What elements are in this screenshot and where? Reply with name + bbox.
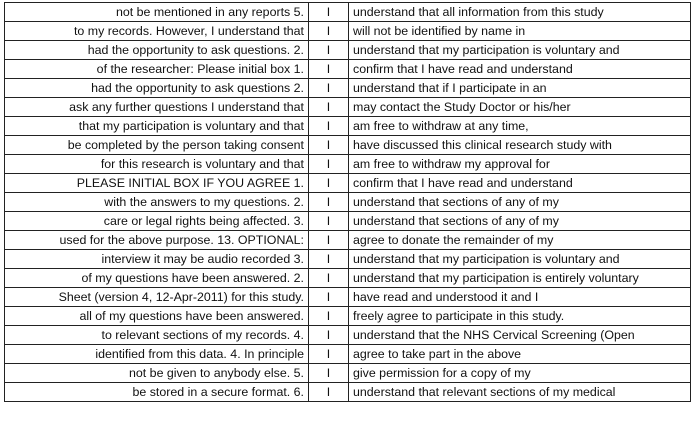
right-cell: agree to donate the remainder of my: [349, 231, 691, 250]
left-cell: identified from this data. 4. In principle: [5, 345, 309, 364]
right-cell: will not be identified by name in: [349, 22, 691, 41]
left-cell: with the answers to my questions. 2.: [5, 193, 309, 212]
left-cell: interview it may be audio recorded 3.: [5, 250, 309, 269]
table-row: [5, 288, 691, 307]
right-cell: am free to withdraw at any time,: [349, 117, 691, 136]
left-cell: Sheet (version 4, 12-Apr-2011) for this study.: [5, 288, 309, 307]
right-cell: am free to withdraw my approval for: [349, 155, 691, 174]
table-row: [5, 269, 691, 288]
middle-cell: I: [309, 307, 349, 326]
table-row: [5, 22, 691, 41]
left-cell: to my records. However, I understand that: [5, 22, 309, 41]
middle-cell: I: [309, 117, 349, 136]
middle-cell: I: [309, 98, 349, 117]
table-row: [5, 231, 691, 250]
left-cell: not be given to anybody else. 5.: [5, 364, 309, 383]
left-cell: had the opportunity to ask questions. 2.: [5, 41, 309, 60]
middle-cell: I: [309, 326, 349, 345]
right-cell: understand that sections of any of my: [349, 193, 691, 212]
right-cell: understand that relevant sections of my medical: [349, 383, 691, 402]
left-cell: care or legal rights being affected. 3.: [5, 212, 309, 231]
middle-cell: I: [309, 79, 349, 98]
middle-cell: I: [309, 250, 349, 269]
table-row: [5, 193, 691, 212]
left-cell: PLEASE INITIAL BOX IF YOU AGREE 1.: [5, 174, 309, 193]
left-cell: of my questions have been answered. 2.: [5, 269, 309, 288]
left-cell: to relevant sections of my records. 4.: [5, 326, 309, 345]
left-cell: for this research is voluntary and that: [5, 155, 309, 174]
table-row: [5, 326, 691, 345]
right-cell: have read and understood it and I: [349, 288, 691, 307]
middle-cell: I: [309, 3, 349, 22]
right-cell: understand that my participation is entirely voluntary: [349, 269, 691, 288]
table-row: [5, 41, 691, 60]
table-row: [5, 79, 691, 98]
table-row: [5, 3, 691, 22]
middle-cell: I: [309, 288, 349, 307]
consent-text-table: [4, 2, 691, 402]
left-cell: be stored in a secure format. 6.: [5, 383, 309, 402]
left-cell: of the researcher: Please initial box 1.: [5, 60, 309, 79]
right-cell: give permission for a copy of my: [349, 364, 691, 383]
right-cell: agree to take part in the above: [349, 345, 691, 364]
table-row: [5, 174, 691, 193]
left-cell: ask any further questions I understand that: [5, 98, 309, 117]
middle-cell: I: [309, 193, 349, 212]
middle-cell: I: [309, 22, 349, 41]
middle-cell: I: [309, 60, 349, 79]
table-row: [5, 364, 691, 383]
right-cell: understand that my participation is voluntary and: [349, 41, 691, 60]
left-cell: used for the above purpose. 13. OPTIONAL:: [5, 231, 309, 250]
table-row: [5, 383, 691, 402]
middle-cell: I: [309, 269, 349, 288]
middle-cell: I: [309, 345, 349, 364]
right-cell: have discussed this clinical research study with: [349, 136, 691, 155]
right-cell: understand that my participation is voluntary and: [349, 250, 691, 269]
right-cell: understand that if I participate in an: [349, 79, 691, 98]
table-row: [5, 117, 691, 136]
right-cell: confirm that I have read and understand: [349, 174, 691, 193]
left-cell: not be mentioned in any reports 5.: [5, 3, 309, 22]
table-row: [5, 98, 691, 117]
right-cell: freely agree to participate in this study.: [349, 307, 691, 326]
middle-cell: I: [309, 155, 349, 174]
middle-cell: I: [309, 383, 349, 402]
right-cell: understand that sections of any of my: [349, 212, 691, 231]
table-row: [5, 345, 691, 364]
middle-cell: I: [309, 212, 349, 231]
middle-cell: I: [309, 41, 349, 60]
table-row: [5, 155, 691, 174]
right-cell: confirm that I have read and understand: [349, 60, 691, 79]
left-cell: that my participation is voluntary and that: [5, 117, 309, 136]
left-cell: had the opportunity to ask questions 2.: [5, 79, 309, 98]
middle-cell: I: [309, 136, 349, 155]
table-row: [5, 307, 691, 326]
consent-text-table-container: [4, 2, 690, 431]
middle-cell: I: [309, 231, 349, 250]
table-row: [5, 250, 691, 269]
right-cell: understand that all information from this study: [349, 3, 691, 22]
right-cell: may contact the Study Doctor or his/her: [349, 98, 691, 117]
table-row: [5, 60, 691, 79]
right-cell: understand that the NHS Cervical Screening (Open: [349, 326, 691, 345]
table-row: [5, 136, 691, 155]
left-cell: all of my questions have been answered.: [5, 307, 309, 326]
left-cell: be completed by the person taking consent: [5, 136, 309, 155]
table-row: [5, 212, 691, 231]
middle-cell: I: [309, 364, 349, 383]
middle-cell: I: [309, 174, 349, 193]
